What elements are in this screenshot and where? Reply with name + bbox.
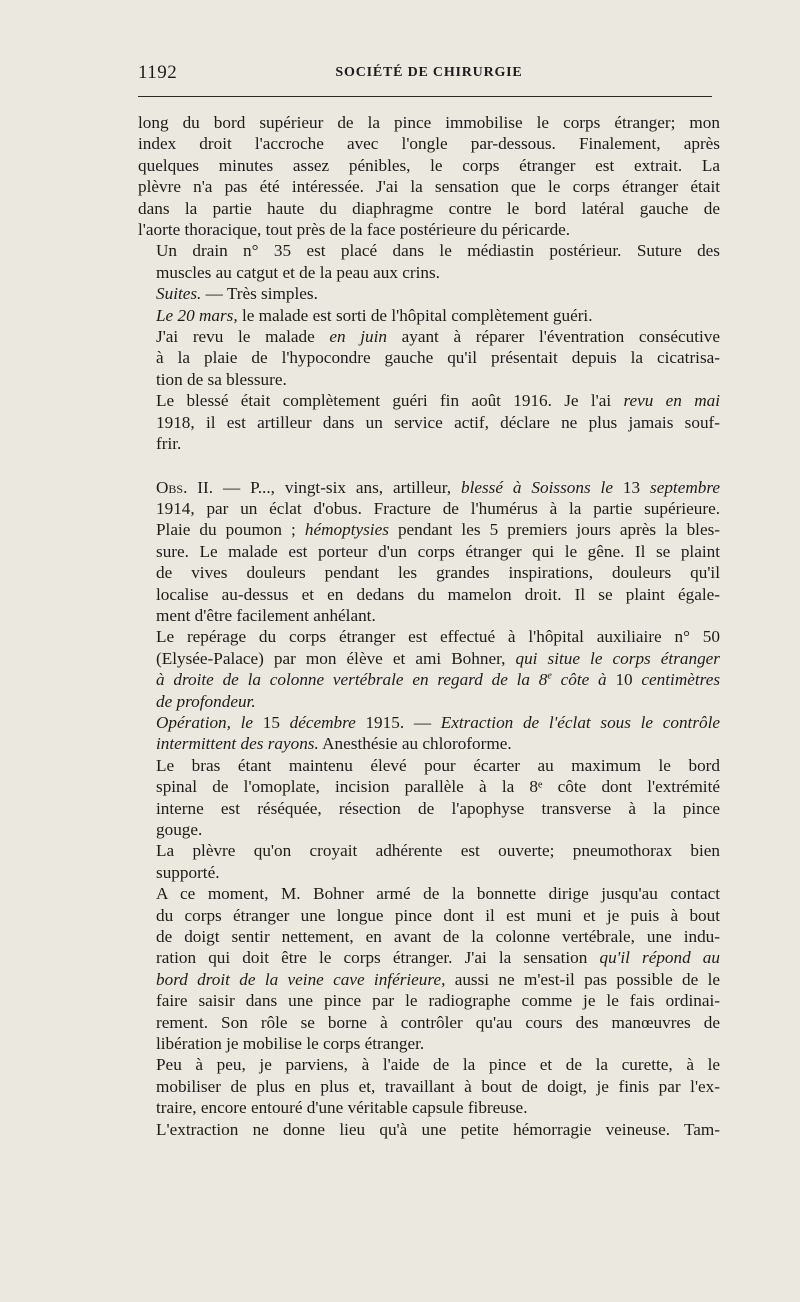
text-line: ment d'être facilement anhélant.: [156, 605, 376, 625]
text-line: [138, 733, 720, 754]
text-run: 15: [253, 712, 290, 732]
paragraph-localization: [138, 626, 720, 712]
discharge-date: Le 20 mars,: [156, 305, 238, 325]
page-header: [138, 62, 720, 86]
text-line: gouge.: [156, 820, 203, 839]
text-line: plèvre n'a pas été intéressée. J'ai la sensation que le corps étranger était: [138, 177, 720, 197]
text-run: pendant les 5 premiers jours après la bles-: [388, 520, 720, 540]
text-run-italic: Opération, le: [156, 712, 254, 732]
text-line: l'aorte thoracique, tout près de la face postérieure du péricarde.: [138, 220, 571, 240]
text-line: [138, 390, 720, 411]
page-body: [138, 112, 720, 1140]
text-line: [138, 519, 720, 540]
text-run: Le blessé était complètement guéri fin août 1916. Je l'ai: [156, 391, 624, 411]
text-line: de profondeur.: [156, 691, 256, 711]
text-line: Le bras étant maintenu élevé pour écarter au maximum le bord: [156, 755, 720, 775]
text-line: [138, 305, 720, 326]
text-run: ration qui doit être le corps étranger. J'ai la sensation: [156, 948, 600, 968]
text-line: du corps étranger une longue pince dont il est muni et je puis à bout: [156, 905, 720, 925]
text-line: 1914, par un éclat d'obus. Fracture de l'humérus à la partie supérieure.: [156, 498, 720, 518]
text-run-italic: blessé à Soissons le: [460, 477, 613, 497]
text-run-italic: revu en mai: [623, 391, 720, 411]
paragraph-drain: [138, 240, 720, 283]
text-line: libération je mobilise le corps étranger.: [156, 1034, 425, 1054]
paragraph-suites: [138, 283, 720, 304]
suites-text: — Très simples.: [201, 284, 318, 304]
text-line: Le repérage du corps étranger est effectué à l'hôpital auxiliaire n° 50: [156, 627, 720, 647]
superscript: e: [547, 670, 552, 682]
text-run: 1915. —: [355, 712, 441, 732]
paragraph-revisit: [138, 326, 720, 390]
paragraph-bohner: [138, 883, 720, 1054]
text-line: localise au-dessus et en dedans du mamelon droit. Il se plaint égale-: [156, 584, 720, 604]
text-run: ayant à réparer l'éventration consécutive: [386, 327, 720, 347]
paragraph-discharge: [138, 305, 720, 326]
text-line: [138, 969, 720, 990]
text-run-italic: Extraction de l'éclat sous le contrôle: [440, 712, 721, 732]
observation-label: Obs. II.: [156, 477, 214, 497]
suites-label: Suites.: [156, 284, 202, 304]
discharge-text: le malade est sorti de l'hôpital complètement guéri.: [237, 305, 593, 325]
text-line: La plèvre qu'on croyait adhérente est ouverte; pneumothorax bien: [156, 841, 720, 861]
text-line: [138, 947, 720, 968]
text-run: Plaie du poumon ;: [156, 520, 305, 540]
text-line: faire saisir dans une pince par le radiographe comme je le fais ordinai-: [156, 991, 720, 1011]
text-run-italic: qu'il répond au: [599, 948, 720, 968]
header-rule: [138, 96, 712, 97]
text-line: supporté.: [156, 862, 220, 882]
text-run-italic: à droite de la colonne vertébrale en regard de la: [156, 670, 531, 690]
text-run-italic: côte à: [551, 670, 607, 690]
text-line: tion de sa blessure.: [156, 369, 287, 389]
text-line: sure. Le malade est porteur d'un corps étranger qui le gêne. Il se plaint: [156, 541, 720, 561]
text-run-italic: centimètres: [641, 670, 721, 690]
text-run-italic: septembre: [650, 477, 721, 497]
text-line: Peu à peu, je parviens, à l'aide de la pince et de la curette, à le: [156, 1055, 720, 1075]
text-line: [138, 648, 720, 669]
text-line: frir.: [156, 434, 182, 454]
text-run: J'ai revu le malade: [156, 327, 330, 347]
text-line: A ce moment, M. Bohner armé de la bonnette dirige jusqu'au contact: [156, 884, 720, 904]
text-run: aussi ne m'est-il pas possible de le: [445, 969, 720, 989]
text-line: de doigt sentir nettement, en avant de la colonne vertébrale, une indu-: [156, 927, 720, 947]
text-line: [138, 712, 720, 733]
text-line: L'extraction ne donne lieu qu'à une petite hémorragie veineuse. Tam-: [156, 1119, 720, 1139]
text-line: de vives douleurs pendant les grandes inspirations, douleurs qu'il: [156, 563, 720, 583]
text-line: [138, 326, 720, 347]
text-line: Un drain n° 35 est placé dans le médiastin postérieur. Suture des: [156, 241, 720, 261]
page-number: 1192: [138, 62, 178, 83]
text-line: [138, 477, 720, 498]
text-line: interne est réséquée, résection de l'apophyse transverse à la pince: [156, 798, 720, 818]
paragraph-mobilisation: [138, 1054, 720, 1118]
paragraph-pleura: [138, 840, 720, 883]
text-run: 13: [612, 477, 651, 497]
text-run-italic: qui situe le corps étranger: [515, 648, 720, 668]
text-run-italic: intermittent des rayons.: [156, 734, 319, 754]
text-line: muscles au catgut et de la peau aux crins.: [156, 262, 440, 282]
text-run-italic: décembre: [289, 712, 356, 732]
text-run: Anesthésie au chloroforme.: [318, 734, 512, 754]
paragraph-extraction-end: [138, 112, 720, 240]
text-line: 1918, il est artilleur dans un service actif, déclare ne plus jamais souf-: [156, 412, 720, 432]
text-run-italic: en juin: [329, 327, 387, 347]
text-line: [138, 283, 720, 304]
text-line: index droit l'accroche avec l'ongle par-dessous. Finalement, après: [138, 134, 720, 154]
text-run-italic: 8: [530, 670, 548, 690]
paragraph-operation: [138, 712, 720, 755]
paragraph-incision: [138, 755, 720, 841]
text-line: dans la partie haute du diaphragme contre le bord latéral gauche de: [138, 198, 720, 218]
text-line: mobiliser de plus en plus et, travaillant à bout de doigt, je finis par l'ex-: [156, 1076, 720, 1096]
text-line: quelques minutes assez pénibles, le corps étranger est extrait. La: [138, 155, 720, 175]
text-line: traire, encore entouré d'une véritable capsule fibreuse.: [156, 1098, 528, 1118]
paragraph-healed: [138, 390, 720, 454]
paragraph-observation-2: [138, 477, 720, 627]
running-title: SOCIÉTÉ DE CHIRURGIE: [335, 65, 523, 80]
text-line: à la plaie de l'hypocondre gauche qu'il présentait depuis la cicatrisa-: [156, 348, 720, 368]
text-line: [138, 669, 720, 690]
text-run: 10: [606, 670, 642, 690]
paragraph-haemorrhage: [138, 1119, 720, 1140]
text-run: (Elysée-Palace) par mon élève et ami Bohner,: [156, 648, 516, 668]
text-line: rement. Son rôle se borne à contrôler qu'au cours des manœuvres de: [156, 1012, 720, 1032]
text-run: — P..., vingt-six ans, artilleur,: [213, 477, 461, 497]
text-run-italic: hémoptysies: [304, 520, 389, 540]
text-line: long du bord supérieur de la pince immobilise le corps étranger; mon: [138, 113, 720, 132]
text-run-italic: bord droit de la veine cave inférieure,: [156, 969, 446, 989]
text-line: spinal de l'omoplate, incision parallèle à la 8ᵉ côte dont l'extrémité: [156, 777, 720, 797]
